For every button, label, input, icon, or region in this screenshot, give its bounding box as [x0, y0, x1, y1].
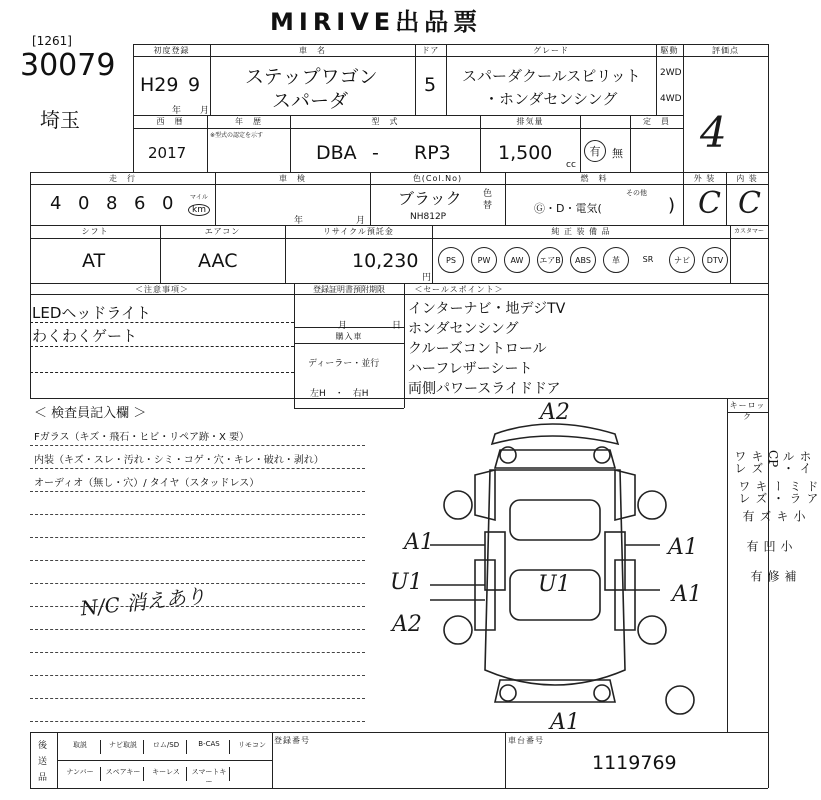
hdr-year: 西 暦 [156, 117, 184, 126]
reg-year-unit: 年 [172, 106, 182, 116]
hdr-aircon: エアコン [204, 227, 241, 236]
damage-right-rear: A1 [672, 582, 702, 607]
drive-2wd: 2WD [660, 68, 682, 78]
car-name-line2: スパーダ [272, 90, 349, 112]
equipment-item: エアB [537, 247, 563, 273]
interior-grade: C [738, 186, 761, 221]
car-number: 1119769 [592, 752, 677, 774]
grade-line1: スパーダクールスピリット [462, 67, 641, 85]
hdr-equipment: 純 正 装 備 品 [551, 227, 611, 236]
equipment-item: DTV [702, 247, 728, 273]
side-note: 小凹有 [745, 540, 793, 552]
accessory-item: 取説 [60, 740, 101, 754]
hdr-car-name: 車 名 [299, 46, 326, 55]
fuel-other: その他 [626, 189, 647, 197]
rule-line [30, 675, 365, 676]
accessory-item: ロム/SD [146, 740, 187, 754]
inspector-line3: オーディオ（無し・穴）/ タイヤ（スタッドレス） [34, 478, 260, 489]
grade-line2: ・ホンダセンシング [484, 90, 618, 108]
hdr-inspection: 車 検 [279, 174, 306, 183]
hdr-sales: ＜セールスポイント＞ [414, 285, 504, 294]
inspector-line2: 内装（キズ・スレ・汚れ・シミ・コゲ・穴・キレ・破れ・剥れ） [34, 455, 324, 466]
inspection-month-unit: 月 [356, 216, 366, 226]
model-dash: - [372, 142, 379, 164]
model-code: RP3 [414, 142, 451, 164]
hdr-chooser: カスタマー [733, 228, 764, 235]
rule-line [30, 629, 365, 630]
rule-line [30, 491, 365, 492]
region: 埼玉 [40, 108, 80, 132]
hdr-notes: ＜注意事項＞ [135, 285, 189, 294]
hdr-recycle: リサイクル預託金 [323, 227, 394, 236]
rule-line [30, 721, 365, 722]
aircon-value: AAC [198, 250, 238, 272]
purchase-label: 購入車 [335, 332, 363, 341]
hdr-model: 型 式 [371, 117, 399, 126]
hdr-mileage: 走 行 [109, 174, 136, 183]
rule-line [30, 652, 365, 653]
cc-unit: cc [566, 160, 576, 170]
hdr-shift: シフト [81, 227, 109, 236]
sales-point: 両側パワースライドドア [408, 381, 561, 397]
bottom-side-1: 後 [38, 741, 48, 751]
score-value: 4 [700, 108, 727, 157]
reg-month-unit: 月 [200, 106, 210, 116]
fuel-options: Ⓖ・D・電気( [534, 202, 602, 215]
note-2: わくわくゲート [32, 327, 138, 345]
equipment-item: PW [471, 247, 497, 273]
damage-left-mid: U1 [390, 570, 423, 595]
accessory-item: リモコン [232, 740, 273, 754]
damage-rear: A1 [550, 710, 580, 735]
hdr-doors: ドア [421, 46, 440, 55]
handwritten-note: N/C 消えあり [79, 583, 207, 621]
inspector-heading: ＜ 検査員記入欄 ＞ [34, 406, 147, 421]
color-code: NH812P [410, 212, 447, 222]
shift-value: AT [82, 250, 106, 272]
mileage-digit: 0 [162, 193, 174, 214]
hdr-grade: グレード [533, 46, 569, 55]
recycle-value: 10,230 [352, 250, 419, 272]
mileage-digit: 6 [134, 193, 146, 214]
drive-4wd: 4WD [660, 94, 682, 104]
rule-line [30, 468, 365, 469]
note-1: LEDヘッドライト [32, 304, 151, 322]
inspector-line1: Fガラス（キズ・飛石・ヒビ・リペア跡・X 要） [34, 432, 250, 443]
year-value: 2017 [148, 144, 187, 162]
reg-era: H29 [140, 74, 179, 96]
side-note: 小キズ有 [741, 510, 806, 522]
equipment-item: ナビ [669, 247, 695, 273]
damage-roof: U1 [538, 572, 571, 597]
exterior-grade: C [698, 186, 721, 221]
hdr-exterior: 外 装 [693, 174, 716, 183]
displacement-value: 1,500 [498, 142, 553, 164]
model-prefix: DBA [316, 142, 357, 164]
equipment-item: AW [504, 247, 530, 273]
rule-line [30, 514, 365, 515]
turbo-no: 無 [612, 147, 623, 160]
car-name-line1: ステップワゴン [245, 66, 378, 88]
bottom-side-3: 品 [38, 773, 48, 783]
damage-front: A2 [540, 400, 570, 425]
mileage-mile-unit: マイル [190, 194, 208, 201]
sales-point: インターナビ・地デジTV [408, 301, 566, 317]
accessory-item: ナンバー [60, 767, 101, 781]
hdr-reg-info: 登録証明書預附期限 [313, 285, 385, 294]
reg-month: 月 [338, 321, 348, 331]
recycle-yen: 円 [422, 273, 432, 283]
bottom-side-2: 送 [38, 757, 48, 767]
hdr-score: 評価点 [712, 46, 739, 55]
mileage-digit: 0 [78, 193, 90, 214]
mileage-km-unit: km [188, 204, 210, 216]
accessory-item: スマートキー [189, 767, 230, 781]
inspection-year-unit: 年 [294, 216, 304, 226]
sales-point: ホンダセンシング [408, 321, 519, 337]
damage-left-rear: A2 [392, 612, 422, 637]
mileage-digit: 4 [50, 193, 62, 214]
handle-side: 左H ・ 右H [310, 389, 369, 399]
equipment-item: 革 [603, 247, 629, 273]
hdr-fixed: 定 員 [643, 117, 670, 126]
sales-point: ハーフレザーシート [408, 361, 533, 377]
hdr-fuel: 燃 料 [580, 174, 608, 183]
key-lock-label: キーロック [729, 401, 766, 421]
sales-point: クルーズコントロール [408, 341, 547, 357]
damage-right-front: A1 [668, 535, 698, 560]
color-change-label: 色替 [483, 189, 493, 211]
accessory-item: ナビ取説 [103, 740, 144, 754]
doors-value: 5 [424, 74, 437, 96]
mileage-digit: 8 [106, 193, 118, 214]
hdr-auction-no: 車台番号 [508, 736, 544, 745]
turbo-yes: 有 [584, 140, 606, 162]
dealer-parallel: ディーラー・並行 [308, 359, 380, 369]
damage-left-front: A1 [404, 530, 434, 555]
fuel-close: ) [668, 195, 676, 216]
reg-month: 9 [188, 74, 201, 96]
rule-line [30, 537, 365, 538]
accessory-item: スペアキー [103, 767, 144, 781]
hdr-color: 色(Col.No) [412, 174, 463, 183]
hdr-first-reg: 初度登録 [153, 46, 190, 55]
side-note: ドアミラー・キズワレ [737, 480, 819, 504]
equipment-item: SR [642, 254, 654, 264]
hdr-interior: 内 装 [736, 174, 758, 183]
rule-line [30, 698, 365, 699]
hdr-export-no: 登録番号 [274, 736, 310, 745]
equipment-item: PS [438, 247, 464, 273]
reg-day: 日 [392, 321, 402, 331]
equipment-item: ABS [570, 247, 596, 273]
hdr-history: 年 歴 [235, 117, 262, 126]
rule-line [30, 560, 365, 561]
side-note: ホイル・CPキズワレ [733, 450, 812, 474]
accessory-item: B-CAS [189, 740, 230, 754]
hdr-drive: 駆動 [660, 46, 679, 55]
lot-bracket: [1261] [32, 34, 72, 48]
accessory-item: キーレス [146, 767, 187, 781]
hdr-displacement: 排気量 [516, 117, 544, 126]
color-name: ブラック [398, 189, 462, 208]
history-note: ※型式の認定を示す [210, 132, 264, 139]
rule-line [30, 445, 365, 446]
car-damage-diagram [440, 410, 680, 730]
form-title: MIRIVE出品票 [270, 8, 483, 36]
lot-number: 30079 [20, 48, 116, 83]
side-note: 補修有 [749, 570, 797, 582]
